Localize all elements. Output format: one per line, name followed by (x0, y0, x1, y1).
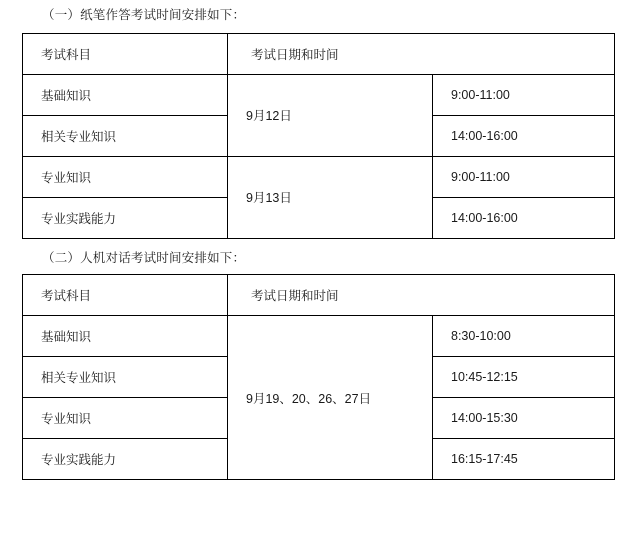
table-row (23, 156, 615, 197)
cell-date: 9月13日 (228, 156, 433, 238)
cell-subject: 专业知识 (23, 398, 228, 439)
cell-subject: 基础知识 (23, 74, 228, 115)
cell-subject: 专业实践能力 (23, 439, 228, 480)
cell-time: 9:00-11:00 (433, 74, 615, 115)
column-header-subject: 考试科目 (23, 33, 228, 74)
cell-time: 16:15-17:45 (433, 439, 615, 480)
cell-time: 14:00-16:00 (433, 197, 615, 238)
paper-exam-schedule-table (22, 33, 615, 239)
cell-date: 9月12日 (228, 74, 433, 156)
table-header-row (23, 33, 615, 74)
table-header-row (23, 275, 615, 316)
column-header-subject: 考试科目 (23, 275, 228, 316)
cell-time: 14:00-16:00 (433, 115, 615, 156)
table-row (23, 316, 615, 357)
cell-subject: 相关专业知识 (23, 115, 228, 156)
cell-subject: 基础知识 (23, 316, 228, 357)
cell-time: 9:00-11:00 (433, 156, 615, 197)
column-header-date-time: 考试日期和时间 (228, 33, 615, 74)
column-header-date-time: 考试日期和时间 (228, 275, 615, 316)
cell-time: 14:00-15:30 (433, 398, 615, 439)
cell-date: 9月19、20、26、27日 (228, 316, 433, 480)
table-row (23, 74, 615, 115)
cell-time: 8:30-10:00 (433, 316, 615, 357)
section-heading-paper-exam: （一）纸笔作答考试时间安排如下： (42, 8, 246, 22)
cell-subject: 相关专业知识 (23, 357, 228, 398)
computer-exam-schedule-table (22, 274, 615, 480)
section-heading-computer-exam: （二）人机对话考试时间安排如下： (42, 250, 246, 265)
cell-subject: 专业实践能力 (23, 197, 228, 238)
cell-subject: 专业知识 (23, 156, 228, 197)
cell-time: 10:45-12:15 (433, 357, 615, 398)
